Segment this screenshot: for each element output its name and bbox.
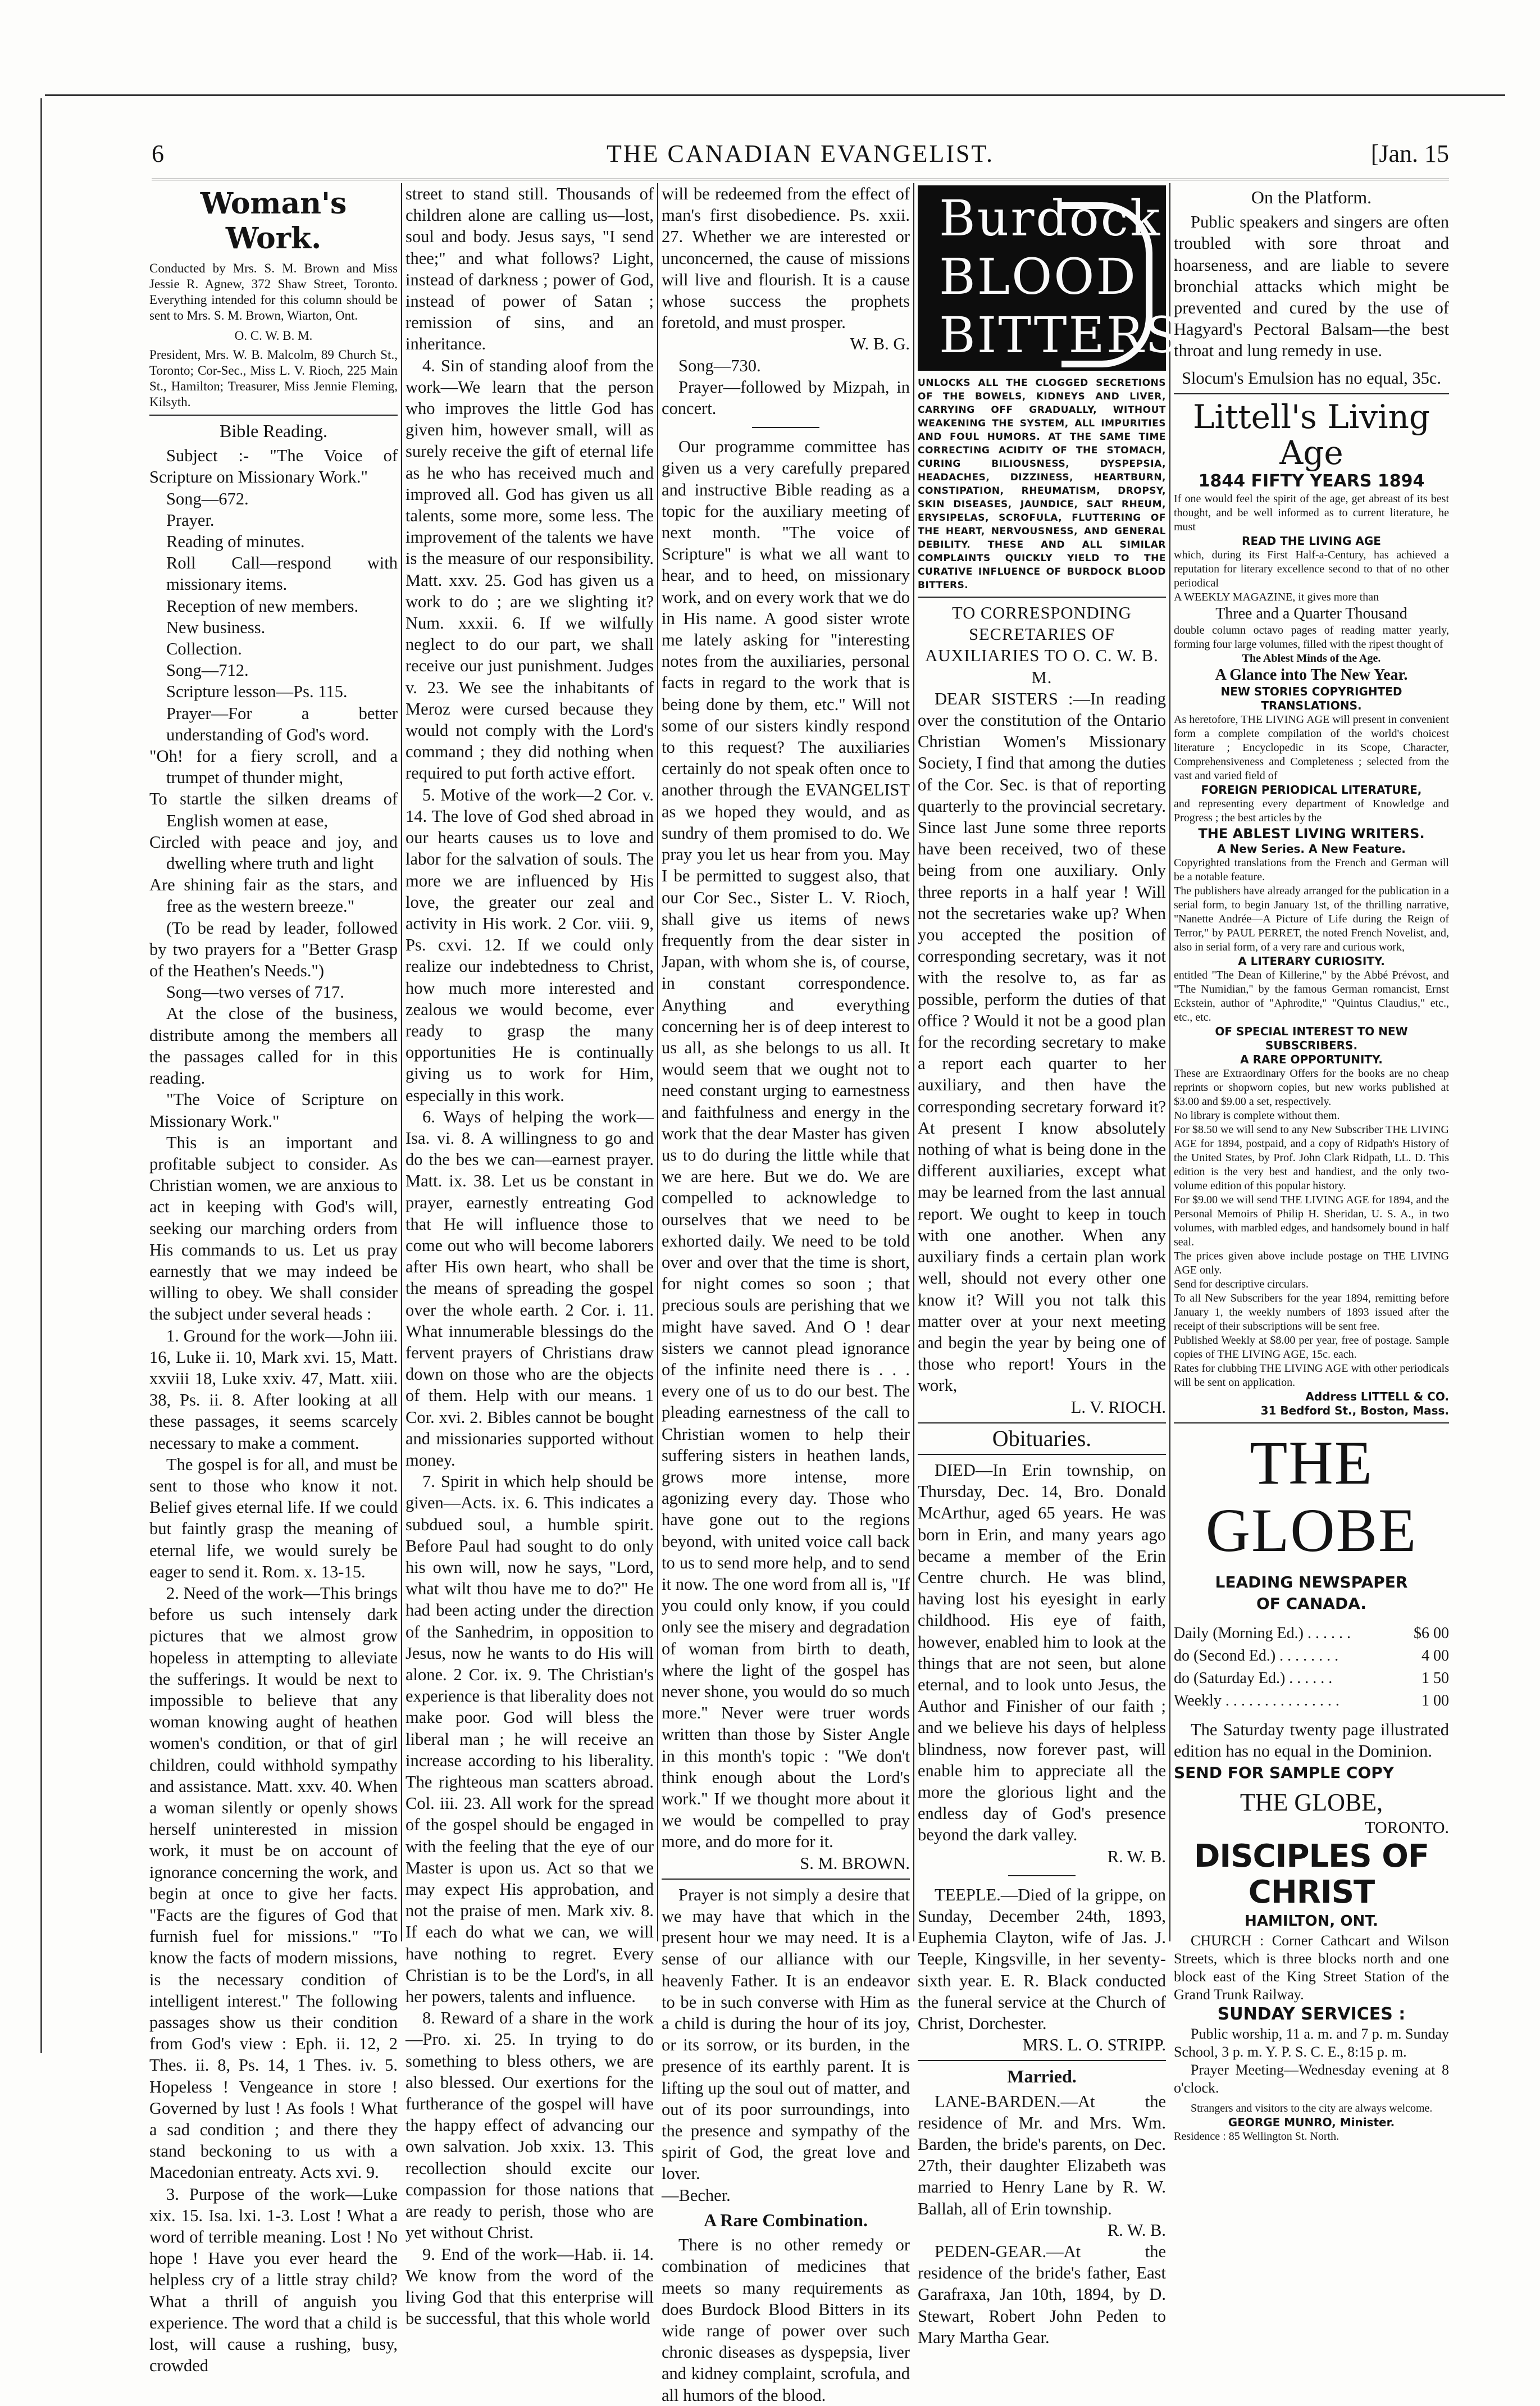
- bible-reading-heading: Bible Reading.: [220, 421, 327, 441]
- divider: [918, 1422, 1166, 1423]
- divider: [752, 427, 819, 428]
- divider: [662, 1879, 910, 1880]
- ad-line: Burdock: [939, 189, 1162, 247]
- disciples-city: HAMILTON, ONT.: [1245, 1913, 1378, 1930]
- signature: L. V. RIOCH.: [1070, 1397, 1166, 1417]
- paragraph: At the close of the business, distribute among the members all the passages called for in this reading.: [149, 1004, 398, 1088]
- globe-title: THE GLOBE: [1205, 1428, 1418, 1564]
- littell-text: No library is complete without them.: [1174, 1109, 1340, 1122]
- disciples-church: CHURCH : Corner Cathcart and Wilson Streets, which is three blocks north and one block east of the King Street Station of the Grand Trunk Railway.: [1174, 1932, 1449, 2003]
- ad-copy: UNLOCKS ALL THE CLOGGED SECRETIONS OF THE BOWELS, KIDNEYS AND LIVER, CARRYING OFF GRADUALLY, WITHOUT WEAKENING THE SYSTEM, ALL IMPURITIES AND FOUL HUMORS. AT THE SAME TIME CORRECTING ACIDITY OF THE STOMACH, CURING BILIOUSNESS, DYSPEPSIA, HEADACHES, DIZZINESS, HEARTBURN, CONSTIPATION, RHEUMATISM, DROPSY, SKIN DISEASES, JAUNDICE, SALT RHEUM, ERYSIPELAS, SCROFULA, FLUTTERING OF THE HEART, NERVOUSNESS, AND GENERAL DEBILITY. THESE AND ALL SIMILAR COMPLAINTS QUICKLY YIELD TO THE CURATIVE INFLUENCE OF BURDOCK BLOOD BITTERS.: [918, 377, 1166, 591]
- littell-text: READ THE LIVING AGE: [1242, 534, 1381, 548]
- littell-text: NEW STORIES COPYRIGHTED TRANSLATIONS.: [1220, 684, 1402, 712]
- signature: R. W. B.: [1107, 2220, 1166, 2240]
- strangers-note: Strangers and visitors to the city are always welcome.: [1191, 2102, 1433, 2115]
- paragraph: This is an important and profitable subject to consider. As Christian women, we are anxious to act in keeping with God's will, seeking our marching orders from His commands to us. Let us pray earnestly that we may indeed be willing to obey. We shall consider the subject under several heads :: [149, 1132, 398, 1324]
- paragraph: Our programme committee has given us a very carefully prepared and instructive Bible reading as a topic for the auxiliary meeting of next month. "The voice of Scripture" is what we all want to hear, and to heed, on missionary work, and on every work that we do in His name. A good sister wrote me lately asking for "interesting notes from the auxiliaries, personal facts in regard to the work that is being done by them, etc." Will not some of our sisters kindly respond to this request? The auxiliaries certainly do not speak often once to another through the EVANGELIST as we hoped they would, and as sundry of them promised to do. We pray you let us hear from you. May I be permitted to suggest also, that our Cor Sec., Sister L. V. Rioch, shall give us items of news frequently from the dear sister in Japan, with whom she is, of course, in constant correspondence. Anything and everything concerning her is of deep interest to us all, as she belongs to us all. It would seem that we ought not to need constant urging to earnestness and faithfulness and energy in the work that the dear Master has given us to do during the little while that we are here. But we do. We are compelled to acknowledge to ourselves that we need to be exhorted daily. We need to be told over and over that the time is short, for night comes so soon ; that precious souls are perishing that we might have saved. And O ! dear sisters we cannot plead ignorance of the infinite need there is . . . every one of us to do our best. The pleading earnestness of the call to Christian women to help their suffering sisters in heathen lands, grows more intense, more agonizing every day. Those who have gone out to the regions beyond, with united voice call back to us to send more help, and to send it now. The one word from all is, "If you could only know, if you could only see the misery and degradation of woman from birth to death, where the light of the gospel has never shone, you would do so much more." Never were truer words written than those by Sister Angle in this month's topic : "We don't think enough about the Lord's work." If we thought more about it we would be compelled to pray more, and do more for it.: [662, 437, 910, 1852]
- running-head: [152, 139, 1449, 173]
- globe-note: The Saturday twenty page illustrated edition has no equal in the Dominion.: [1174, 1720, 1449, 1761]
- column-rule: [401, 183, 402, 1941]
- littell-text: For $9.00 we will send THE LIVING AGE for 1894, and the Personal Memoirs of Philip H. Sheridan, U. S. A., in two volumes, with marbled edges, and handsomely bound in half seal.: [1174, 1193, 1449, 1248]
- littell-text: Copyrighted translations from the French and German will be a notable feature.: [1174, 856, 1449, 883]
- rate-label: Weekly . . . . . . . . . . . . . . .: [1174, 1692, 1339, 1710]
- header-rule: [152, 179, 1449, 180]
- program-item: Prayer—For a better understanding of God's word.: [166, 703, 398, 744]
- paragraph: 6. Ways of helping the work—Isa. vi. 8. A willingness to go and do the bes we can—earnest prayer. Matt. ix. 38. Let us be constant in prayer, earnestly entreating God that He will influence those to come out who will become laborers after His own heart, who shall be the means of spreading the gospel over the whole earth. 2 Cor. i. 11. What innumerable blessings do the fervent prayers of Christians draw down on those who are the objects of them. Help with our means. 1 Cor. xvi. 2. Bibles cannot be bought and missionaries supported without money.: [405, 1107, 654, 1470]
- ad-line: BITTERS.: [939, 306, 1197, 364]
- signature: S. M. BROWN.: [800, 1853, 910, 1873]
- littell-text: A WEEKLY MAGAZINE, it gives more than: [1174, 590, 1379, 603]
- column-intro: Conducted by Mrs. S. M. Brown and Miss Jessie R. Agnew, 372 Shaw Street, Toronto. Everything intended for this column should be sent to Mrs. S. M. Brown, Wiarton, Ont.: [149, 261, 398, 322]
- rate-price: 4 00: [1421, 1647, 1449, 1665]
- program-item: Roll Call—respond with missionary items.: [166, 553, 398, 594]
- womans-work-heading: Woman's Work.: [200, 187, 347, 256]
- paragraph: street to stand still. Thousands of children alone are calling us—lost, soul and body. Jesus says, "I send thee;" and what follows? Light, instead of darkness ; power of God, instead of power of Satan ; remission of sins, and an inheritance.: [405, 184, 654, 354]
- column-advert-letters: [918, 183, 1197, 2347]
- globe-rate-row: [1174, 1645, 1449, 1667]
- littell-text: A RARE OPPORTUNITY.: [1240, 1052, 1383, 1066]
- divider: [1174, 393, 1449, 394]
- littell-text: A Glance into The New Year.: [1215, 666, 1408, 684]
- globe-subtitle: OF CANADA.: [1256, 1594, 1367, 1613]
- paragraph: The gospel is for all, and must be sent to those who know it not. Belief gives eternal life. If we could but faintly grasp the meaning of eternal life, we would surely be eager to send it. Rom. x. 13-15.: [149, 1454, 398, 1581]
- littell-text: These are Extraordinary Offers for the books are no cheap reprints or shopworn copies, but new works published at $3.00 and $9.00 a set, respectively.: [1174, 1067, 1449, 1108]
- program-item: New business.: [166, 617, 266, 637]
- divider: [918, 597, 1166, 598]
- program-item: Scripture lesson—Ps. 115.: [166, 682, 348, 702]
- paragraph: TEEPLE.—Died of la grippe, on Sunday, December 24th, 1893, Euphemia Clayton, wife of Jas. J. Teeple, Kingsville, in her seventy-sixth year. E. R. Black conducted the funeral service at the Church of Christ, Dorchester.: [918, 1885, 1166, 2033]
- program-item: Reception of new members.: [166, 596, 359, 616]
- rare-combination-heading: A Rare Combination.: [704, 2209, 868, 2230]
- column-rule: [657, 183, 658, 1941]
- globe-subtitle: LEADING NEWSPAPER: [1215, 1572, 1408, 1591]
- paragraph: 7. Spirit in which help should be given—Acts. ix. 6. This indicates a subdued soul, a humble spirit. Before Paul had sought to do only his own will, now he says, "Lord, what wilt thou have me to do?" He had been acting under the direction of the Sanhedrim, in opposition to Jesus, now he wants to do His will alone. 2 Cor. ix. 9. The Christian's experience is that liberality does not make poor. God will bless the liberal man ; he will receive an increase according to his liberality. The righteous man scatters abroad. Col. iii. 23. All work for the spread of the gospel should be engaged in with the feeling that the eye of our Master is upon us. Act so that we may expect His approbation, and not the praise of men. Mark xiv. 8. If each do what we can, we will have nothing to regret. Every Christian is to be the Lord's, in all her powers, talents and influence.: [405, 1472, 654, 2007]
- paragraph: "The Voice of Scripture on Missionary Work.": [149, 1090, 398, 1131]
- divider: [149, 415, 398, 416]
- rate-price: 1 00: [1421, 1692, 1449, 1710]
- paragraph: PEDEN-GEAR.—At the residence of the bride's father, East Garafraxa, Jan 10th, 1894, by D. Stewart, Robert John Peden to Mary Martha Gear.: [918, 2242, 1166, 2347]
- rate-price: $6 00: [1414, 1625, 1449, 1643]
- paragraph: 8. Reward of a share in the work—Pro. xi. 25. In trying to do something to bless others, we are also blessed. Our exertions for the furtherance of the gospel will have the happy effect of advancing our own salvation. Job xxix. 13. This recollection should excite our compassion for those nations that are ready to perish, those who are yet without Christ.: [405, 2008, 654, 2243]
- paragraph: 5. Motive of the work—2 Cor. v. 14. The love of God shed abroad in our hearts causes us to love and labor for the salvation of souls. The more we are influenced by His love, the greater our zeal and activity in His work. 2 Cor. viii. 9, Ps. cxvi. 12. If we could only realize our indebtedness to Christ, how much more interested and zealous we would become, ever ready to grasp the many opportunities He is continually giving us to work for Him, especially in this work.: [405, 785, 654, 1105]
- slocum-ad: Slocum's Emulsion has no equal, 35c.: [1181, 368, 1442, 388]
- paragraph: Song—730.: [678, 356, 761, 375]
- program-item: Song—712.: [166, 661, 249, 680]
- letter-heading: TO CORRESPONDING SECRETARIES OF AUXILIARIES TO O. C. W. B. M.: [925, 603, 1159, 687]
- paragraph: Song—two verses of 717.: [166, 983, 344, 1002]
- littell-text: A New Series. A New Feature.: [1217, 842, 1406, 856]
- littell-years: 1844 FIFTY YEARS 1894: [1198, 471, 1425, 491]
- column-rule: [1169, 183, 1170, 1941]
- littell-text: A LITERARY CURIOSITY.: [1238, 954, 1385, 968]
- issue-date: [Jan. 15: [1370, 140, 1449, 167]
- littell-text: The prices given above include postage on THE LIVING AGE only.: [1174, 1249, 1449, 1276]
- program-item: Prayer.: [166, 510, 215, 530]
- obituaries-heading: Obituaries.: [992, 1425, 1092, 1451]
- globe-sample: SEND FOR SAMPLE COPY: [1174, 1763, 1395, 1782]
- littell-address: Address LITTELL & CO.: [1305, 1389, 1449, 1403]
- residence: Residence : 85 Wellington St. North.: [1174, 2130, 1339, 2143]
- page-edge-left: [40, 98, 42, 2053]
- divider: [1008, 1875, 1076, 1876]
- poem: [149, 745, 398, 917]
- littell-text: Rates for clubbing THE LIVING AGE with other periodicals will be sent on application.: [1174, 1362, 1449, 1389]
- paragraph: Prayer—followed by Mizpah, in concert.: [662, 377, 910, 419]
- divider: [918, 1454, 1166, 1455]
- littell-text: which, during its First Half-a-Century, has achieved a reputation for literary excellence second to that of no other periodical: [1174, 548, 1449, 589]
- program-item: Song—672.: [166, 489, 249, 508]
- reading-subject: Subject :- "The Voice of Scripture on Missionary Work.": [149, 446, 398, 487]
- globe-rate-row: [1174, 1690, 1449, 1712]
- paragraph: 9. End of the work—Hab. ii. 14. We know from the word of the living God that this enterprise will be successful, that this whole world: [405, 2244, 654, 2328]
- signature: W. B. G.: [850, 334, 910, 354]
- rate-price: 1 50: [1421, 1670, 1449, 1688]
- paragraph: There is no other remedy or combination of medicines that meets so many requirements as does Burdock Blood Bitters in its wide range of power over such chronic diseases as dyspepsia, liver and kidney complaint, scrofula, and all humors of the blood.: [662, 2235, 910, 2405]
- poem-line: "Oh! for a fiery scroll, and a trumpet of thunder might,: [149, 747, 398, 788]
- society-officers: President, Mrs. W. B. Malcolm, 89 Church St., Toronto; Cor-Sec., Miss L. V. Rioch, 225 Main St., Hamilton; Treasurer, Miss Jennie Fleming, Kilsyth.: [149, 348, 398, 409]
- paragraph: Prayer is not simply a desire that we may have that which in the present hour we may need. It is a sense of our alliance with our heavenly Father. It is an endeavor to be in such converse with Him as a child is during the hour of its joy, or its sorrow, or its burden, in the presence of its earthly parent. It is lifting up the soul out of matter, and out of its poor surroundings, into the presence and sympathy of the spirit of God, the great love and lover.: [662, 1885, 910, 2184]
- column-advertisements: [1174, 183, 1449, 2143]
- program-item: Reading of minutes.: [166, 532, 305, 552]
- littell-text: THE ABLEST LIVING WRITERS.: [1198, 825, 1425, 842]
- littell-text: Send for descriptive circulars.: [1174, 1277, 1309, 1290]
- paragraph: 2. Need of the work—This brings before us such intensely dark pictures that we almost grow hopeless in attempting to alleviate the sufferings. It would be next to impossible to believe that any woman knowing aught of heathen women's condition, or that of girl children, could withhold sympathy and assistance. Matt. xxv. 40. When a woman silently or openly shows herself uninterested in mission work, it must be on account of ignorance concerning the work, and begin at once to give her facts. "Facts are the figures of God that furnish fuel for missions." "To know the facts of modern missions, is the necessary condition of intelligent interest." The following passages show us their condition from God's view : Eph. ii. 12, 2 Thes. ii. 8, Ps. 14, 1 Thes. iv. 5. Hopeless ! Vengeance in store ! Governed by lust ! As fools ! What a sad condition ; and there they stand beckoning to us with a Macedonian entreaty. Acts xvi. 9.: [149, 1583, 398, 2182]
- column-rule: [913, 183, 914, 1941]
- page-number: 6: [152, 140, 164, 167]
- poem-line: Are shining fair as the stars, and free as the western breeze.": [149, 875, 398, 916]
- littell-text: The Ablest Minds of the Age.: [1242, 652, 1381, 665]
- littell-text: double column octavo pages of reading matter yearly, forming four large volumes, filled with the ripest thought of: [1174, 624, 1449, 651]
- poem-line: To startle the silken dreams of English women at ease,: [149, 789, 398, 830]
- services-prayer: Prayer Meeting—Wednesday evening at 8 o'clock.: [1174, 2062, 1449, 2096]
- platform-heading: On the Platform.: [1251, 187, 1372, 207]
- paragraph: DEAR SISTERS :—In reading over the constitution of the Ontario Christian Women's Missionary Society, I find that among the duties of the Cor. Sec. is that of reporting quarterly to the provincial secretary. Since last June some three reports have been received, two of these being from one auxiliary. Only three reports in a half year ! Will not the secretaries wake up? When you accepted the position of corresponding secretary, was it not with the resolve to, as far as possible, perform the duties of that office ? Would it not be a good plan for the recording secretary to make a report each quarter to her auxiliary, and then have the corresponding secretary forward it? At present I know absolutely nothing of what is being done in the different auxiliaries, except what may be learned from the last annual report. We ought to keep in touch with one another. When any auxiliary finds a certain plan work well, should not every other one know it? Will you not talk this matter over at your next meeting and begin the year by being one of those who report! Yours in the work,: [918, 689, 1166, 1395]
- married-heading: Married.: [1007, 2066, 1077, 2087]
- signature: MRS. L. O. STRIPP.: [1022, 2035, 1166, 2055]
- littell-text: OF SPECIAL INTEREST TO NEW SUBSCRIBERS.: [1215, 1024, 1408, 1052]
- program-list: [149, 488, 398, 745]
- disciples-title: DISCIPLES OF CHRIST: [1193, 1838, 1429, 1911]
- rate-label: do (Second Ed.) . . . . . . . .: [1174, 1647, 1339, 1665]
- column-programme: [662, 183, 910, 2405]
- burdock-blood-bitters-ad: [918, 185, 1197, 371]
- divider: [918, 2060, 1166, 2061]
- littell-text: Published Weekly at $8.00 per year, free of postage. Sample copies of THE LIVING AGE, 15c. each.: [1174, 1334, 1449, 1361]
- littell-text: If one would feel the spirit of the age, get abreast of its best thought, and be well informed as to current literature, he must: [1174, 492, 1449, 533]
- paragraph: 3. Purpose of the work—Luke xix. 15. Isa. lxi. 1-3. Lost ! What a word of terrible meaning. Lost ! No hope ! Have you ever heard the helpless cry of a little stray child? What a thrill of anguish you experience. The word that a child is lost, will cause a rushing, busy, crowded: [149, 2184, 398, 2376]
- globe-rate-row: [1174, 1667, 1449, 1690]
- paragraph: 1. Ground for the work—John iii. 16, Luke ii. 10, Mark xvi. 15, Matt. xxviii 18, Luke xxiv. 47, Matt. xiii. 38, Ps. ii. 8. After looking at all these passages, it seems scarcely necessary to make a comment.: [149, 1326, 398, 1453]
- littell-text: To all New Subscribers for the year 1894, remitting before January 1, the weekly numbers of 1893 issued after the receipt of their subscriptions will be sent free.: [1174, 1291, 1449, 1332]
- divider: [1174, 1422, 1449, 1423]
- littell-text: For $8.50 we will send to any New Subscriber THE LIVING AGE for 1894, postpaid, and a copy of Ridpath's History of the United States, by Prof. John Clark Ridpath, LL. D. This edition is the very best and handiest, and the only two-volume edition of this popular history.: [1174, 1123, 1449, 1192]
- paragraph: LANE-BARDEN.—At the residence of Mr. and Mrs. Wm. Barden, the bride's parents, on Dec. 27th, their daughter Elizabeth was married to Henry Lane by R. W. Ballah, all of Erin township.: [918, 2091, 1166, 2218]
- minister: GEORGE MUNRO, Minister.: [1228, 2116, 1395, 2130]
- rate-label: do (Saturday Ed.) . . . . . .: [1174, 1670, 1333, 1688]
- ad-line: BLOOD: [939, 248, 1137, 306]
- services-body: Public worship, 11 a. m. and 7 p. m. Sunday School, 3 p. m. Y. P. S. C. E., 8:15 p. m.: [1174, 2026, 1449, 2061]
- littell-street: 31 Bedford St., Boston, Mass.: [1260, 1403, 1449, 1417]
- littell-text: The publishers have already arranged for the publication in a serial form, to begin January 1st, of the thrilling narrative, "Nanette Andrée—A Picture of Life during the Reign of Terror," by PAUL PERRET, the noted French Novelist, and, also in serial form, of a very rare and curious work,: [1174, 884, 1449, 953]
- column-womans-work: [149, 183, 398, 2376]
- program-item: Collection.: [166, 639, 242, 659]
- paragraph: 4. Sin of standing aloof from the work—We learn that the person who improves the little God has given him, however small, will as surely receive the gift of eternal life as he who has received much and improved all. God has given us all talents, some more, some less. The improvement of the talents we have is the measure of our responsibility. Matt. xxv. 25. God has given us a work to do ; are we slighting it? Num. xxxii. 6. If we wilfully neglect to do our part, we shall receive our just punishment. Judges v. 23. We see the inhabitants of Meroz were cursed because they would not comply with the Lord's command ; they did nothing when required to put forth active effort.: [405, 356, 654, 783]
- littell-title: Littell's Living Age: [1192, 397, 1430, 472]
- page-edge-top: [45, 94, 1505, 96]
- littell-text: and representing every department of Knowledge and Progress ; the best articles by the: [1174, 797, 1449, 824]
- globe-rate-row: [1174, 1622, 1449, 1645]
- littell-text: As heretofore, THE LIVING AGE will present in convenient form a complete compilation of the world's choicest literature ; Encyclopedic in its Scope, Character, Comprehensiveness and Completeness ; selected from the vast and varied field of: [1174, 713, 1449, 782]
- littell-text: FOREIGN PERIODICAL LITERATURE,: [1201, 783, 1422, 797]
- paragraph: DIED—In Erin township, on Thursday, Dec. 14, Bro. Donald McArthur, aged 65 years. He was born in Erin, and many years ago became a member of the Erin Centre church. He was blind, having lost his eyesight in early childhood. His eye of faith, however, enabled him to look at the things that are not seen, but alone eternal, and to look unto Jesus, the Author and Finisher of our faith ; and we believe his days of helpless blindness, now forever past, will enable him to appreciate all the more the glorious light and the endless day of God's presence beyond the dark valley.: [918, 1460, 1166, 1845]
- paragraph: (To be read by leader, followed by two prayers for a "Better Grasp of the Heathen's Needs."): [149, 918, 398, 981]
- quote-source: —Becher.: [662, 2185, 731, 2205]
- society-name: O. C. W. B. M.: [234, 329, 313, 343]
- globe-city: TORONTO.: [1365, 1818, 1449, 1837]
- rate-label: Daily (Morning Ed.) . . . . . .: [1174, 1625, 1351, 1643]
- globe-name: THE GLOBE,: [1240, 1788, 1383, 1816]
- newspaper-title: THE CANADIAN EVANGELIST.: [607, 140, 994, 167]
- signature: R. W. B.: [1107, 1846, 1166, 1866]
- column-bible-reading-continued: [405, 183, 654, 2328]
- poem-line: Circled with peace and joy, and dwelling where truth and light: [149, 832, 398, 874]
- paragraph: will be redeemed from the effect of man's first disobedience. Ps. xxii. 27. Whether we are interested or unconcerned, the cause of missions will live and flourish. It is a cause whose success the prophets foretold, and must prosper.: [662, 184, 910, 333]
- littell-text: Three and a Quarter Thousand: [1215, 604, 1407, 622]
- services-heading: SUNDAY SERVICES :: [1217, 2004, 1406, 2025]
- littell-text: entitled "The Dean of Killerine," by the Abbé Prévost, and "The Numidian," by the famous German romancist, Ernst Eckstein, author of "Aphrodite," "Quintus Claudius," etc., etc., etc.: [1174, 968, 1449, 1024]
- paragraph: Public speakers and singers are often troubled with sore throat and hoarseness, and are liable to severe bronchial attacks which might be prevented and cured by the use of Hagyard's Pectoral Balsam—the best throat and lung remedy in use.: [1174, 212, 1449, 361]
- ad-logo-b: [1061, 202, 1152, 367]
